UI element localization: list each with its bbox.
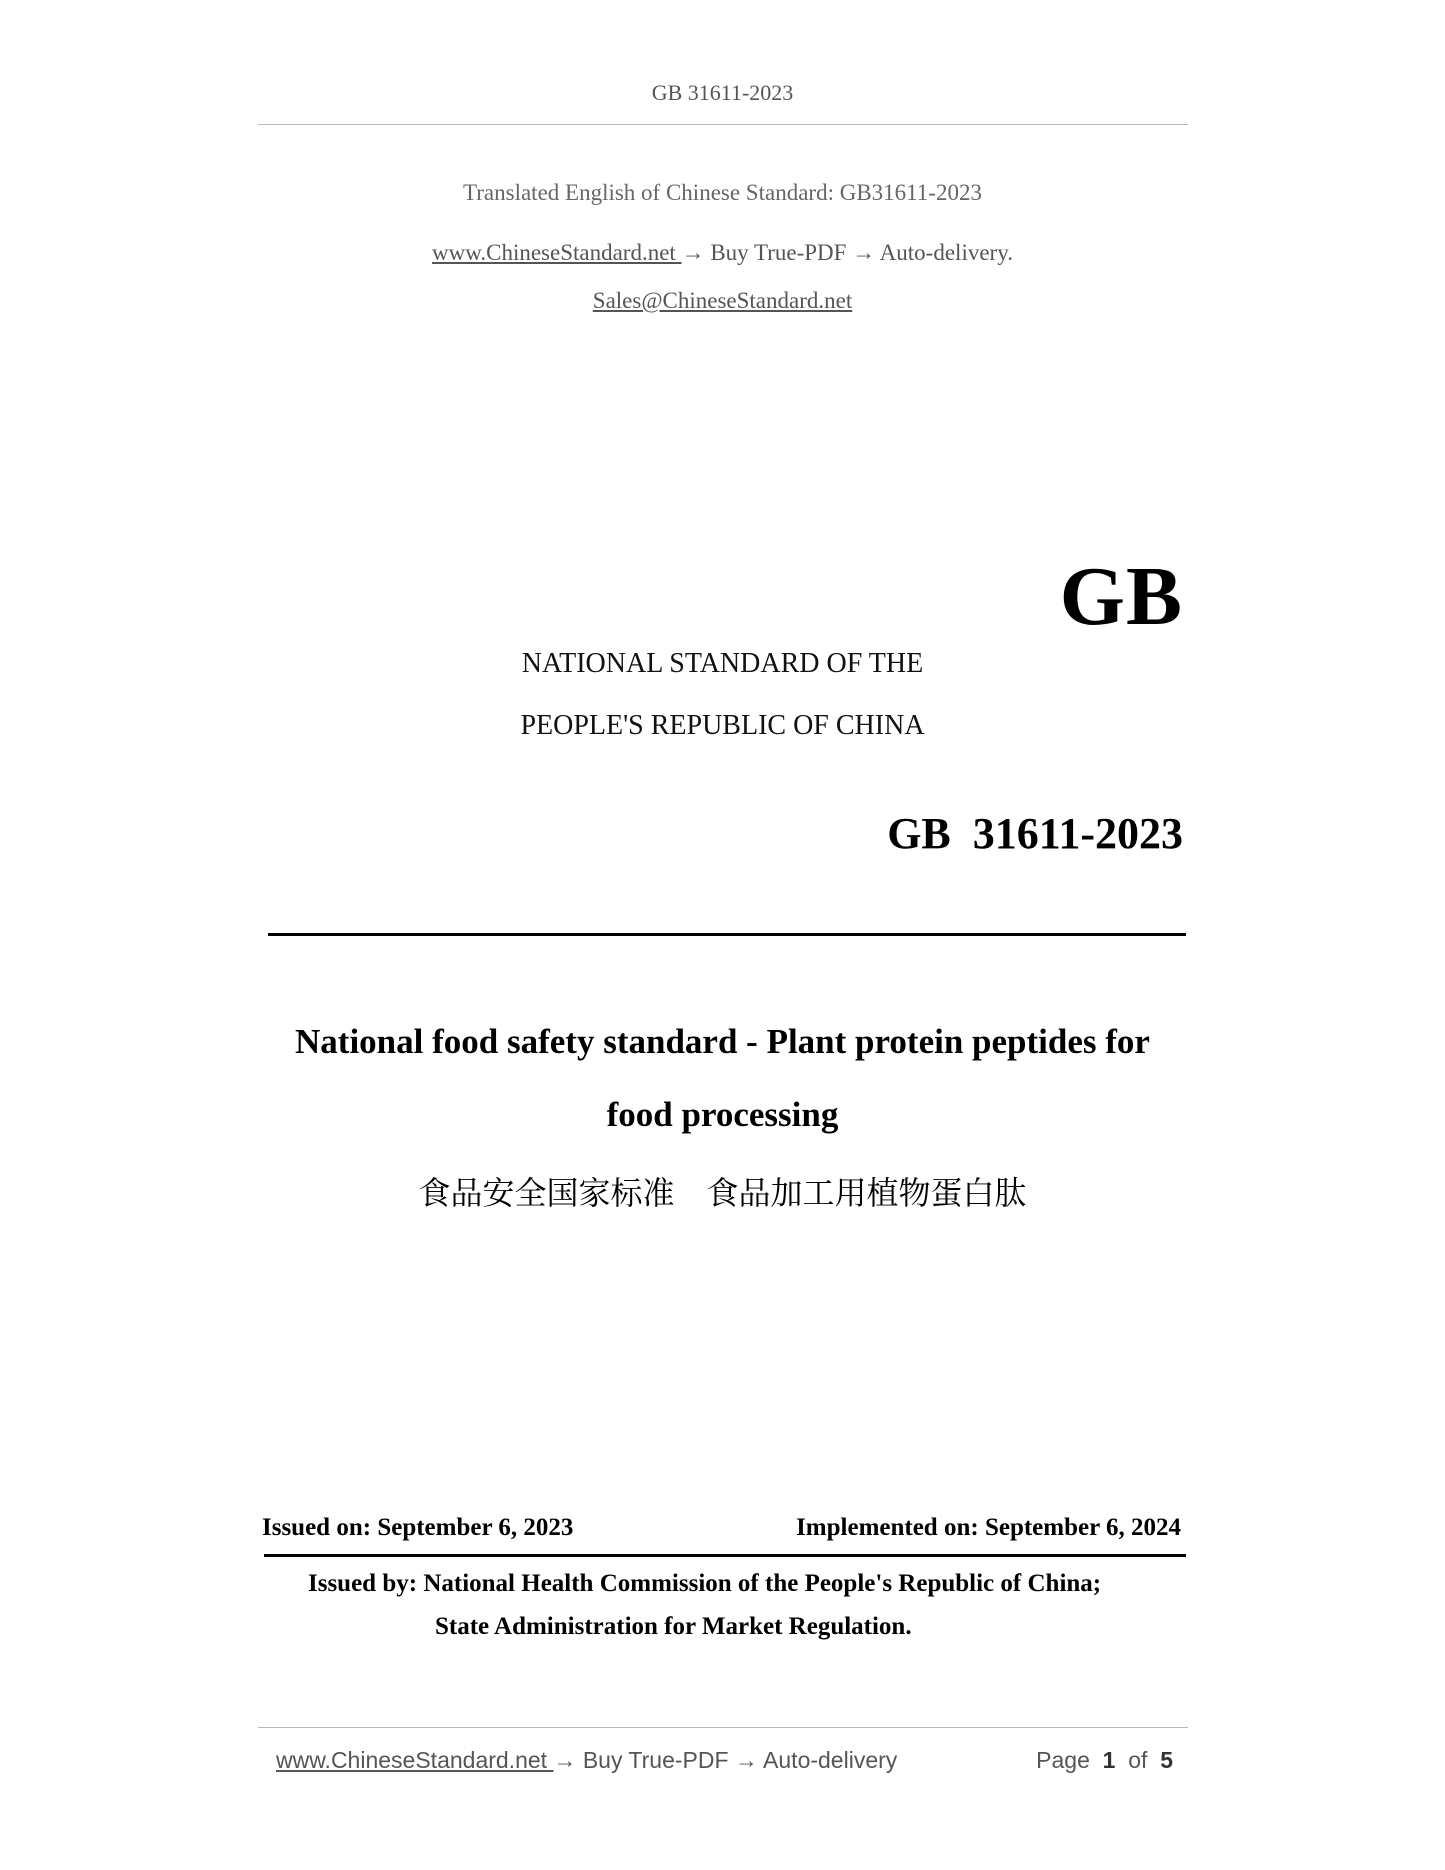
gb-logo: GB — [1059, 550, 1183, 643]
arrow-right-icon: → — [553, 1747, 577, 1773]
page-label: Page — [1036, 1747, 1090, 1773]
issued-on-date: Issued on: September 6, 2023 — [262, 1514, 574, 1541]
buy-true-pdf-text: Buy True-PDF — [704, 240, 853, 265]
website-link[interactable]: www.ChineseStandard.net — [432, 240, 682, 265]
national-standard-line-1: NATIONAL STANDARD OF THE — [521, 648, 924, 679]
arrow-right-icon: → — [681, 240, 705, 265]
national-standard-line-2: PEOPLE'S REPUBLIC OF CHINA — [520, 710, 925, 741]
header-links-line — [0, 240, 1445, 266]
footer-website-link[interactable]: www.ChineseStandard.net — [276, 1747, 554, 1773]
issued-by-line-1: Issued by: National Health Commission of the People's Republic of China; — [308, 1570, 1102, 1597]
sales-line — [0, 288, 1445, 314]
arrow-right-icon: → — [852, 240, 876, 265]
implemented-on-date: Implemented on: September 6, 2024 — [796, 1514, 1181, 1541]
header-divider — [258, 124, 1188, 125]
chinese-title: 食品安全国家标准 食品加工用植物蛋白肽 — [418, 1174, 1027, 1212]
english-title-line-2: food processing — [606, 1095, 839, 1134]
issued-by-line-2: State Administration for Market Regulation. — [435, 1613, 912, 1640]
dates-divider — [264, 1554, 1186, 1557]
footer-auto-delivery-text: Auto-delivery — [757, 1747, 898, 1773]
footer-links-line — [276, 1747, 897, 1774]
running-header-title: GB 31611-2023 — [651, 80, 794, 105]
auto-delivery-text: Auto-delivery. — [875, 240, 1013, 265]
translated-notice: Translated English of Chinese Standard: GB31611-2023 — [463, 180, 982, 205]
english-title-line-1: National food safety standard - Plant protein peptides for — [295, 1022, 1150, 1061]
page-of-label: of — [1128, 1747, 1148, 1773]
page-indicator — [1036, 1747, 1173, 1774]
footer-divider — [258, 1727, 1188, 1728]
page-total: 5 — [1160, 1747, 1173, 1773]
standard-number: GB 31611-2023 — [887, 809, 1183, 858]
arrow-right-icon: → — [734, 1747, 758, 1773]
title-divider — [268, 933, 1186, 936]
sales-email-link[interactable]: Sales@ChineseStandard.net — [592, 288, 853, 313]
footer-buy-true-pdf-text: Buy True-PDF — [576, 1747, 735, 1773]
page-current: 1 — [1102, 1747, 1116, 1773]
